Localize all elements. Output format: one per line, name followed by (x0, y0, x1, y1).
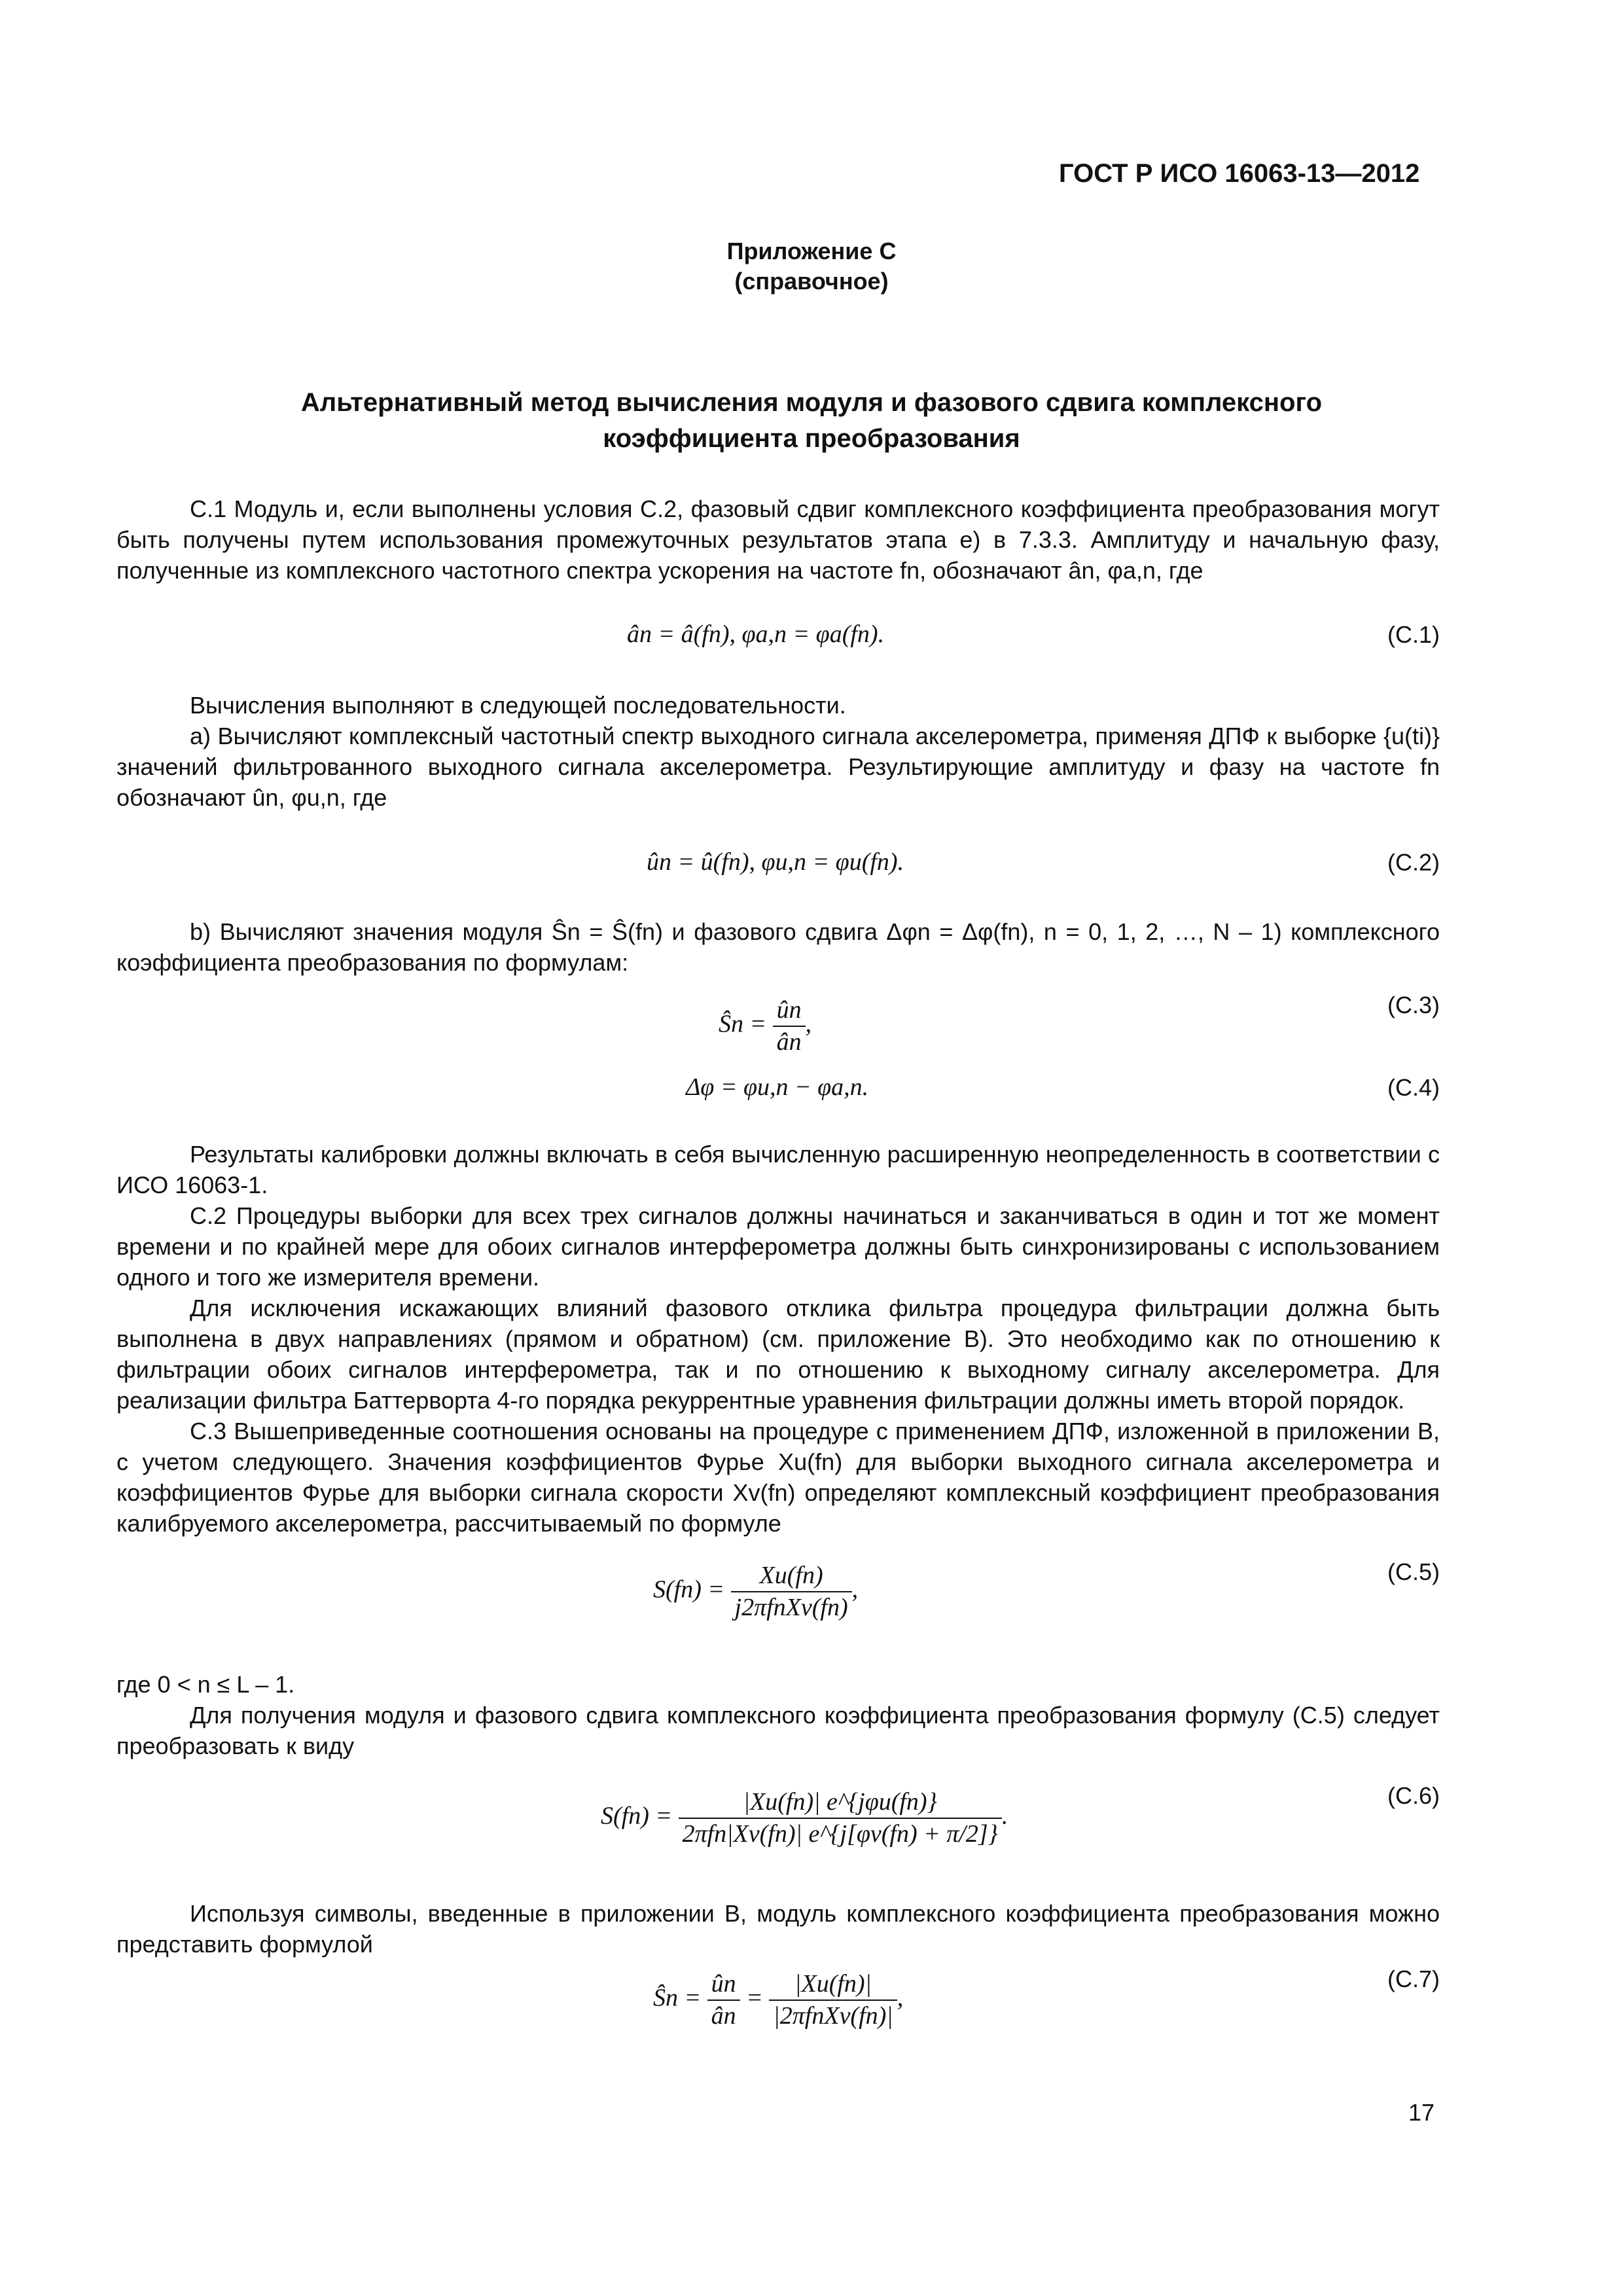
formula-c7-denominator-1: ân (711, 2002, 736, 2030)
paragraph-to-get: Для получения модуля и фазового сдвига комплексного коэффициента преобразования формулу (С.5) следует преобразовать к виду (116, 1702, 1440, 1759)
formula-c7-fraction-2 (769, 1969, 897, 2032)
formula-c6-tail: . (1001, 1802, 1008, 1830)
formula-c5-tail: , (851, 1575, 859, 1604)
paragraph-where-block (116, 1669, 1440, 1761)
paragraph-step-a: а) Вычисляют комплексный частотный спектр выходного сигнала акселерометра, применяя ДПФ к выборке {u(ti)} значений фильтрованного выходного сигнала акселерометра. Результирующие амплитуду и фазу на частоте fn обозначают ûn, φu,n, где (116, 723, 1440, 811)
formula-c6-denominator: 2πfn|Xv(fn)| e^{j[φv(fn) + π/2]} (682, 1820, 998, 1848)
document-code-header: ГОСТ Р ИСО 16063-13—2012 (1059, 159, 1420, 188)
formula-c7-numerator-2: |Xu(fn)| (769, 1969, 897, 2001)
formula-c5-fraction (731, 1560, 852, 1623)
formula-c1 (116, 619, 1440, 658)
formula-c3 (116, 990, 1440, 1062)
paragraph-results: Результаты калибровки должны включать в себя вычисленную расширенную неопределенность в соответствии с ИСО 16063-1. (116, 1141, 1440, 1198)
formula-c4 (116, 1072, 1440, 1111)
formula-c5 (116, 1556, 1440, 1628)
formula-c7-denominator-2: |2πfnXv(fn)| (773, 2002, 893, 2030)
formula-c7-numerator-1: ûn (707, 1969, 740, 2001)
formula-c3-fraction (773, 995, 806, 1058)
formula-c6-lhs: S(fn) = (601, 1802, 673, 1830)
annex-title-line-1: Альтернативный метод вычисления модуля и фазового сдвига комплексного (300, 388, 1323, 417)
formula-c7-equals: = (746, 1984, 763, 2012)
formula-c1-expression: ân = â(fn), φa,n = φa(fn). (627, 620, 885, 648)
formula-c5-number: (С.5) (1387, 1558, 1440, 1585)
paragraph-using: Используя символы, введенные в приложении В, модуль комплексного коэффициента преобразования можно представить формулой (116, 1900, 1440, 1958)
annex-title-line-2: коэффициента преобразования (603, 424, 1020, 453)
formula-c3-tail: , (805, 1010, 812, 1038)
formula-c1-number: (С.1) (1387, 621, 1440, 648)
formula-c3-lhs: Ŝn = (719, 1010, 767, 1038)
formula-c5-denominator: j2πfnXv(fn) (734, 1594, 848, 1621)
formula-c5-lhs: S(fn) = (653, 1575, 725, 1604)
formula-c7-fraction-1 (707, 1969, 740, 2032)
paragraph-step-b: b) Вычисляют значения модуля Ŝn = Ŝ(fn) и фазового сдвига Δφn = Δφ(fn), n = 0, 1, 2, …, N – 1) комплексного коэффициента преобразования по формулам: (116, 918, 1440, 976)
paragraph-using-block (116, 1898, 1440, 1960)
formula-c3-numerator: ûn (773, 995, 806, 1027)
formula-c6-fraction (679, 1787, 1002, 1850)
paragraph-b-block (116, 916, 1440, 978)
formula-c5-numerator: Xu(fn) (731, 1560, 852, 1592)
formula-c6 (116, 1780, 1440, 1872)
annex-type: (справочное) (734, 268, 889, 295)
formula-c6-number: (С.6) (1387, 1782, 1440, 1809)
paragraph-sequence: Вычисления выполняют в следующей последовательности. (190, 692, 846, 719)
paragraph-c3: С.3 Вышеприведенные соотношения основаны на процедуре с применением ДПФ, изложенной в приложении В, с учетом следующего. Значения коэффициентов Фурье Xu(fn) для выборки выходного сигнала акселерометра и коэффициентов Фурье для выборки сигнала скорости Xv(fn) определяют комплексный коэффициент преобразования калибруемого акселерометра, рассчитываемый по формуле (116, 1418, 1440, 1537)
formula-c3-expression (719, 995, 812, 1058)
formula-c7-expression (653, 1969, 903, 2032)
formula-c3-denominator: ân (776, 1028, 802, 1056)
formula-c6-expression (601, 1787, 1008, 1850)
annex-title (196, 385, 1427, 457)
formula-c7-tail: , (897, 1984, 904, 2012)
formula-c3-number: (С.3) (1387, 992, 1440, 1018)
paragraph-c2-c3-block (116, 1139, 1440, 1539)
paragraph-filter-exclusion: Для исключения искажающих влияний фазового отклика фильтра процедура фильтрации должна быть выполнена в двух направлениях (прямом и обратном) (см. приложение В). Это необходимо как по отношению к фильтрации обоих сигналов интерферометра, так и по отношению к выходному сигналу акселерометра. Для реализации фильтра Баттерворта 4-го порядка рекуррентные уравнения фильтрации должны иметь второй порядок. (116, 1295, 1440, 1414)
paragraph-a-block (116, 690, 1440, 813)
formula-c2-number: (С.2) (1387, 849, 1440, 876)
formula-c6-numerator: |Xu(fn)| e^{jφu(fn)} (679, 1787, 1002, 1819)
formula-c7-lhs: Ŝn = (653, 1984, 702, 2012)
paragraph-c1: С.1 Модуль и, если выполнены условия С.2, фазовый сдвиг комплексного коэффициента преобразования могут быть получены путем использования промежуточных результатов этапа е) в 7.3.3. Амплитуду и начальную фазу, полученные из комплексного частотного спектра ускорения на частоте fn, обозначают ân, φa,n, где (116, 495, 1440, 584)
formula-c7 (116, 1964, 1440, 2042)
formula-c7-number: (С.7) (1387, 1965, 1440, 1992)
paragraph-c2: С.2 Процедуры выборки для всех трех сигналов должны начинаться и заканчиваться в один и тот же момент времени и по крайней мере для обоих сигналов интерферометра должны быть синхронизированы с использованием одного и того же измерителя времени. (116, 1202, 1440, 1291)
page-number: 17 (1408, 2099, 1435, 2126)
annex-label: Приложение С (726, 238, 897, 264)
formula-c4-expression: Δφ = φu,n − φa,n. (686, 1073, 869, 1101)
paragraph-where: где 0 < n ≤ L – 1. (116, 1671, 295, 1698)
paragraph-c1-block (116, 493, 1440, 586)
formula-c2 (116, 847, 1440, 886)
formula-c5-expression (653, 1560, 858, 1623)
formula-c2-expression: ûn = û(fn), φu,n = φu(fn). (647, 848, 904, 876)
formula-c4-number: (С.4) (1387, 1074, 1440, 1101)
